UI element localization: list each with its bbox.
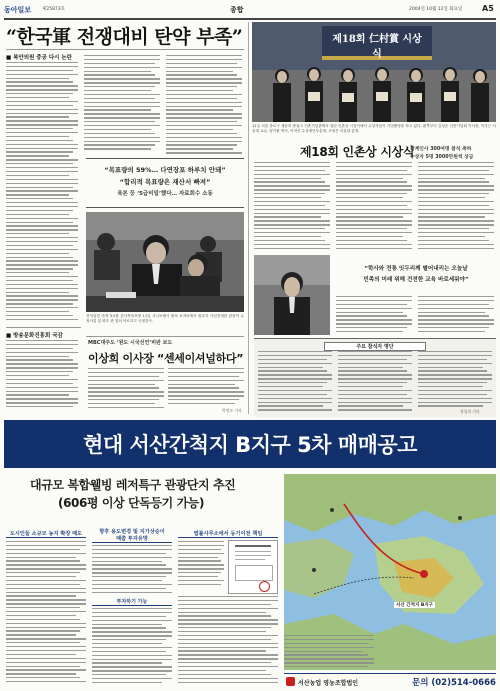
pull-quote-line-1: “목표량의 59%… 다연장포 하루치 안돼” [104, 166, 226, 174]
ad-col3-body [178, 541, 224, 589]
mbc-byline: 박정모 기자 [222, 408, 242, 413]
lead-photo [86, 212, 244, 312]
side-news-body [6, 340, 78, 410]
pull-quote-line-2: “합리적 목표량은 재산서 빠져” [119, 178, 211, 186]
ad-col2-subtitle: 투자하기 가능 [92, 598, 172, 606]
side-news-label: ■ 방송문화진흥회 국감 [6, 333, 63, 339]
award-ceremony-photo [254, 255, 330, 335]
award-body-col3 [418, 162, 494, 252]
ad-col2-title-line-2: 때쯤 투자유망 [116, 536, 148, 542]
registry-document [228, 540, 278, 594]
ad-col1-body [6, 541, 86, 687]
issue-number: 제25873호 [42, 7, 66, 12]
map-caption: 서산 간척지 B지구 [396, 603, 433, 608]
paper-name: 동아일보 [4, 6, 32, 14]
ad-contact-bank: 서산농업 영농조합법인 [298, 680, 359, 687]
ad-banner [4, 420, 496, 468]
ad-map-legend [284, 635, 374, 669]
award-banner-text: 제18회 仁村賞 시상식 [332, 34, 422, 60]
ad-col3-title: 법률사무소에서 등기이전 책임 [178, 530, 278, 538]
award-photo [252, 22, 496, 122]
award-body-col1 [254, 162, 330, 252]
ad-col3-body-b [178, 596, 278, 688]
award-sub-1: 각계인사 300여명 참석 축하 [410, 147, 472, 152]
attendees-col1 [258, 351, 332, 413]
center-column-divider [248, 22, 249, 414]
award-body-col2b [336, 296, 412, 336]
award-headline: 제18회 인촌상 시상식 [300, 145, 415, 159]
ad-headline: 현대 서산간척지 B지구 5차 매매공고 [83, 433, 417, 457]
mbc-body-col1 [88, 368, 164, 413]
issue-date: 2004년 10월 12일 화요일 [409, 7, 463, 12]
ad-col2-body-b [92, 608, 172, 688]
award-body-col2 [336, 162, 412, 252]
lead-pull-quote [86, 158, 244, 208]
ad-subtitle-1: 대규모 복합웰빙 레저특구 관광단지 추진 [30, 478, 236, 492]
lead-body-col2 [84, 55, 160, 151]
mbc-headline: 이상희 이사장 “센세이셔널하다” [88, 352, 244, 365]
attendees-box-title: 주요 참석자 명단 [324, 342, 426, 351]
masthead [4, 4, 496, 17]
ad-contact-logo [286, 677, 295, 686]
award-quote-line-1: “학사와 전통 잇두리께 펼어내리는 오늘날 [364, 266, 468, 272]
award-body-col3b [418, 296, 494, 336]
award-photo-caption: 11일 서울 종로구 계동의 중앙고 인촌기념관에서 열린 인촌상 시상식에서 수상자들이 기념촬영을 하고 있다. 왼쪽부터 김성순 인촌기념회 이사장, 이우근 서울대 교수, 양기환 박사, 이미선 수상재단부총재, 조영은 서울대 총장. [252, 124, 496, 133]
award-sub-2: 수상자 5명 3000만원씩 상금 [410, 155, 474, 160]
ad-col2-title [92, 528, 172, 543]
attendees-box [254, 338, 496, 417]
lead-photo-caption: 전자앙경 만개 3.5를 감사목표포장 11일 서니보냄사 환보 보자리에서 원호기 사업진재를 관장이 수정사업 및 화호 중 열치 아르히고 국정감사. [86, 314, 244, 323]
attendees-col3 [418, 351, 492, 409]
page-number: A5 [482, 4, 494, 13]
pull-quote-line-3: 육본 등 ‘5급비밀’했다… 자료회수 소동 [117, 191, 213, 197]
ad-col2-body [92, 545, 172, 595]
ad-contact-phone: 문의 (02)514-0666 [412, 678, 496, 688]
ad-col2-title-line-1: 향후 용도변경 및 지가상승이 [99, 529, 165, 535]
lead-body-col1 [6, 62, 78, 324]
lead-headline: “한국軍 전쟁대비 탄약 부족” [6, 26, 243, 48]
left-lower-rule [6, 327, 81, 328]
ad-subtitle-2: (606평 이상 단독등기 가능) [58, 496, 205, 510]
attendees-byline: 정성희 기자 [460, 409, 480, 414]
ad-contact-bar [284, 673, 496, 690]
ad-col1-title: 도시인들 소규모 농지 확장 때도 [6, 530, 86, 538]
section-name: 종합 [230, 6, 244, 14]
award-pull-quote [336, 262, 496, 292]
masthead-rule [4, 18, 496, 20]
lead-headline-rule [6, 49, 244, 50]
lead-body-col3 [166, 55, 242, 155]
mbc-rule [86, 336, 244, 337]
mbc-body-col2 [168, 368, 244, 408]
mbc-kicker: MBC대주도 ‘원도 시국선언’비판 보도 [88, 340, 173, 346]
lead-section-label: ■ 복안의원 중공 다시 논란 [6, 55, 72, 61]
award-quote-line-2: 민족의 미래 위해 건전한 교육 바로세워야” [363, 277, 469, 283]
attendees-col2 [338, 351, 412, 413]
